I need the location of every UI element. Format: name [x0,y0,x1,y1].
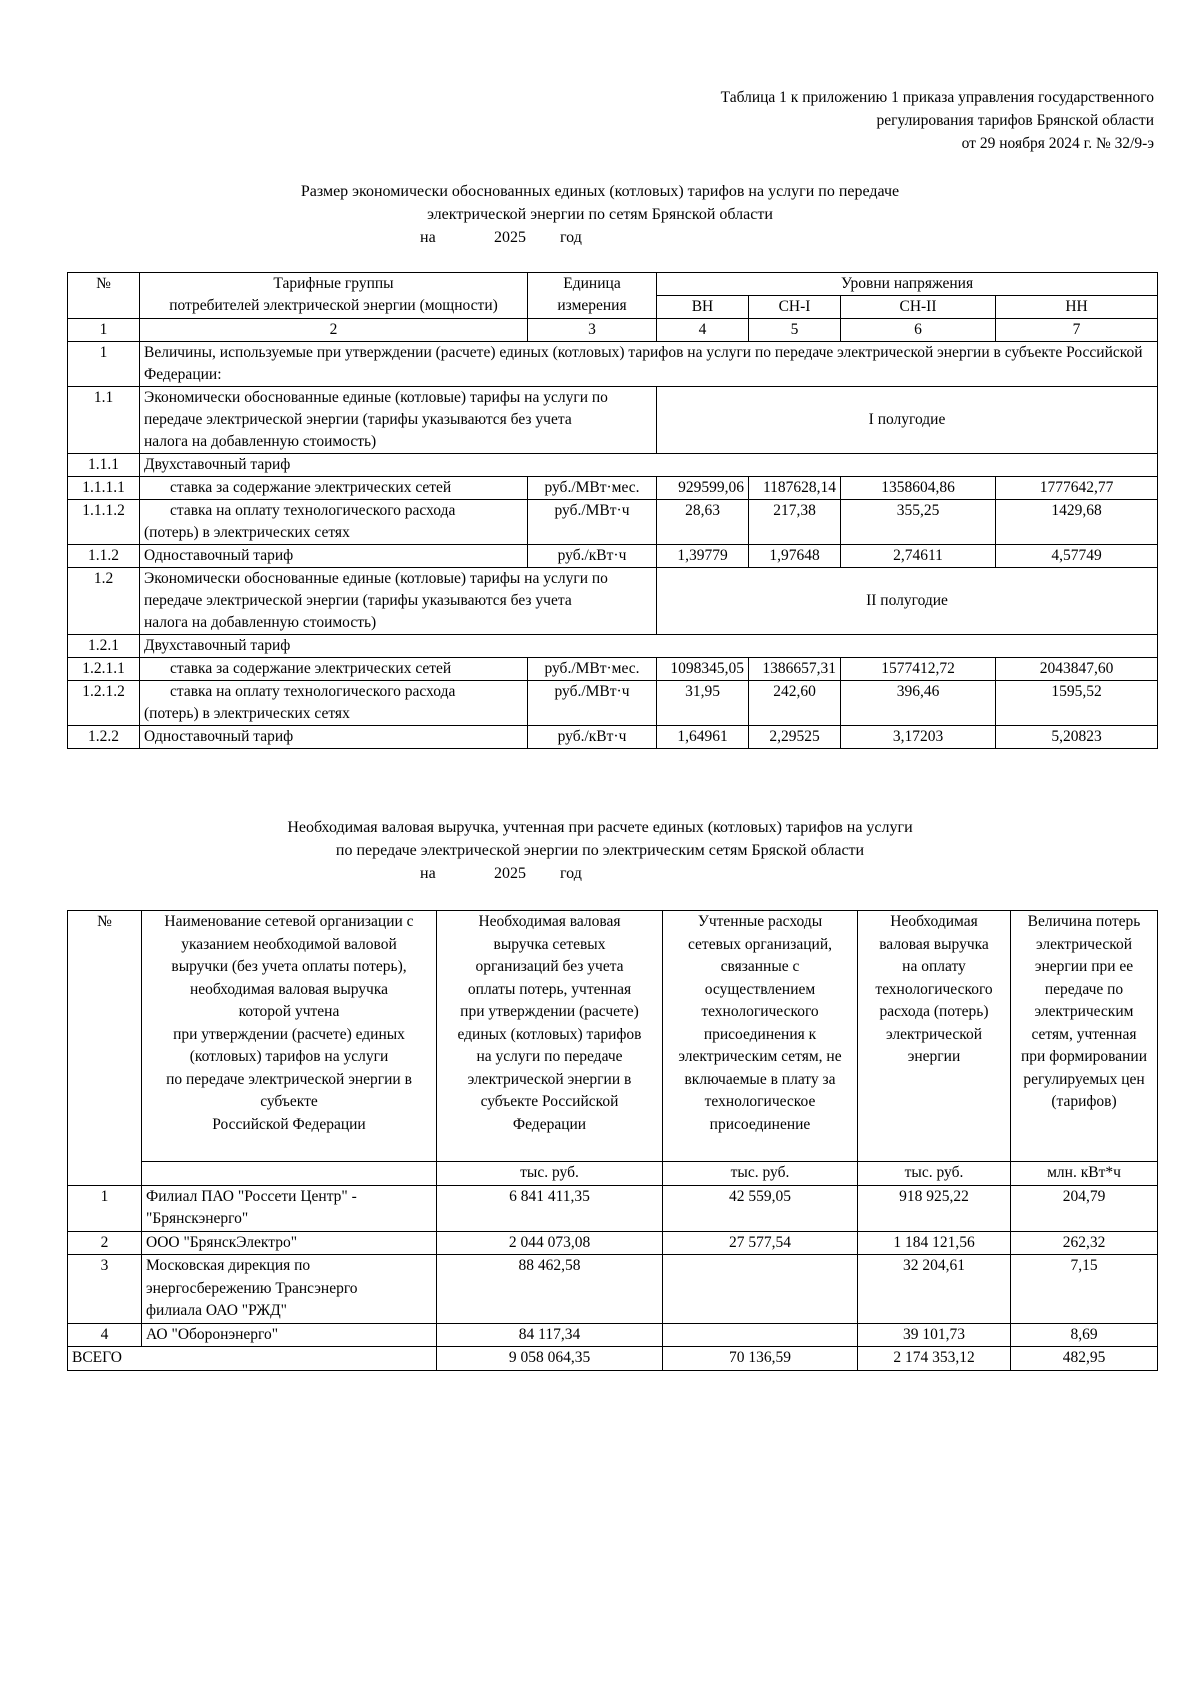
header-line2: регулирования тарифов Брянской области [876,112,1154,129]
year-value: 2025 [494,229,526,246]
table2-title [0,816,1200,885]
value-nvv: 84 117,34 [437,1323,663,1347]
header-nvv [437,911,663,1162]
value-nvv: 88 462,58 [437,1255,663,1324]
value-tp: 42 559,05 [663,1185,858,1231]
value-nn: 1777642,77 [996,477,1158,500]
value-vn: 1,64961 [657,726,749,749]
table1-title [0,180,1200,249]
header-nvv-line: оплаты потерь, учтенная [467,980,632,998]
table-row [68,658,1158,681]
units-empty [142,1162,437,1186]
header-tp-line: технологическое [704,1093,816,1110]
order-header [721,86,1154,155]
row-name: Одноставочный тариф [140,545,528,568]
table-row [68,454,1158,477]
header-loss-cost-line: технологического [875,980,993,998]
colnum: 3 [528,319,657,342]
table-row [68,477,1158,500]
org-name-line: Московская дирекция по [146,1257,311,1274]
year-suffix: год [560,865,582,882]
org-name: АО "Оборонэнерго" [142,1323,437,1347]
row-name-l2: (потерь) в электрических сетях [144,705,350,722]
row-unit: руб./МВт·мес. [528,658,657,681]
header-loss-cost-line: энергии [907,1048,961,1065]
value-sn2: 1577412,72 [841,658,996,681]
value-vn: 1098345,05 [657,658,749,681]
header-org-line: при утверждении (расчете) единых [173,1025,405,1043]
value-loss-volume: 7,15 [1011,1255,1158,1324]
row-name [140,681,528,726]
header-loss-vol-line: регулируемых цен [1023,1070,1145,1088]
header-nvv-line: на услуги по передаче [476,1048,623,1065]
value-loss-volume: 204,79 [1011,1185,1158,1231]
header-tp-line: сетевых организаций, [687,935,833,953]
header-nvv-line: выручка сетевых [493,935,606,953]
row-num: 1.1.1 [68,454,140,477]
org-name-line: филиала ОАО "РЖД" [146,1302,287,1319]
header-line3: от 29 ноября 2024 г. № 32/9-э [961,135,1154,152]
header-tp-line: осуществлением [704,980,816,998]
org-name-line: "Брянскэнерго" [146,1210,249,1227]
table-header-row [68,911,1158,1162]
header-loss-vol-line: электрической [1035,935,1133,953]
header-vn: ВН [657,296,749,319]
colnum: 2 [140,319,528,342]
header-org-line: (котловых) тарифов на услуги [189,1048,389,1065]
header-loss-vol-line: (тарифов) [1051,1093,1117,1110]
row-num: 3 [68,1255,142,1324]
row-num: 1.2.1 [68,635,140,658]
header-org-line: Российской Федерации [212,1115,366,1133]
row-name: Двухставочный тариф [140,454,1158,477]
table1-year-line [420,226,600,249]
value-tp: 27 577,54 [663,1231,858,1255]
value-sn1: 1386657,31 [749,658,841,681]
value-sn2: 355,25 [841,500,996,545]
header-sn2: СН-II [841,296,996,319]
revenue-table [67,910,1158,1371]
value-sn1: 242,60 [749,681,841,726]
value-tp [663,1255,858,1324]
header-tp-line: Учтенные расходы [697,913,823,930]
value-tp [663,1323,858,1347]
value-sn1: 1,97648 [749,545,841,568]
table-row [68,1323,1158,1347]
value-vn: 28,63 [657,500,749,545]
header-nvv-line: Необходимая валовая [478,913,621,930]
section-row [68,342,1158,387]
table-row [68,1255,1158,1324]
period-label: I полугодие [657,387,1158,454]
value-loss-volume: 8,69 [1011,1323,1158,1347]
value-sn2: 2,74611 [841,545,996,568]
value-loss-cost: 1 184 121,56 [858,1231,1011,1255]
org-name [142,1185,437,1231]
header-tp-line: электрическим сетям, не [678,1048,842,1065]
header-groups-l1: Тарифные группы [273,275,394,292]
colnum: 7 [996,319,1158,342]
header-loss-vol-line: Величина потерь [1027,913,1141,930]
row-num: 1.1.1.2 [68,500,140,545]
heading-text [140,568,657,635]
heading-text [140,387,657,454]
value-loss-cost: 918 925,22 [858,1185,1011,1231]
row-name: Одноставочный тариф [140,726,528,749]
header-org-line: Наименование сетевой организации с [164,913,414,930]
table-row [68,500,1158,545]
header-num: № [68,273,140,319]
header-line1: Таблица 1 к приложению 1 приказа управления государственного [720,89,1154,106]
row-unit: руб./МВт·мес. [528,477,657,500]
row-unit: руб./МВт·ч [528,681,657,726]
total-tp: 70 136,59 [663,1347,858,1371]
table2-year-line [420,862,600,885]
total-row [68,1347,1158,1371]
heading-text-body: Экономически обоснованные единые (котловые) тарифы на услуги по передаче электрической энергии (тарифы указываются без учета налога на добавленную стоимость) [144,570,608,631]
table1-title-line1: Размер экономически обоснованных единых (котловых) тарифов на услуги по передаче [300,183,900,200]
header-tp-line: включаемые в плату за [684,1070,836,1088]
header-tp-line: технологического [701,1003,819,1020]
table-row [68,726,1158,749]
heading-text-body: Экономически обоснованные единые (котловые) тарифы на услуги по передаче электрической энергии (тарифы указываются без учета налога на добавленную стоимость) [144,389,608,450]
header-sn1: СН-I [749,296,841,319]
table-row [68,635,1158,658]
value-vn: 31,95 [657,681,749,726]
value-loss-cost: 32 204,61 [858,1255,1011,1324]
value-vn: 1,39779 [657,545,749,568]
header-loss-cost-line: электрической [885,1025,983,1043]
row-num: 1 [68,342,140,387]
header-unit-l2: измерения [557,297,627,314]
value-sn1: 2,29525 [749,726,841,749]
row-name: ставка за содержание электрических сетей [140,477,528,500]
header-nvv-line: субъекте Российской [480,1093,619,1110]
header-loss-cost-line: расхода (потерь) [879,1003,989,1020]
header-tp-line: присоединения к [703,1025,817,1043]
value-nn: 4,57749 [996,545,1158,568]
period-label: II полугодие [657,568,1158,635]
row-num: 1.2 [68,568,140,635]
value-nn: 1595,52 [996,681,1158,726]
header-org-line: по передаче электрической энергии в [166,1070,412,1088]
unit-tp: тыс. руб. [663,1162,858,1186]
header-groups-l2: потребителей электрической энергии (мощности) [169,297,498,314]
header-org-line: субъекте [260,1093,318,1110]
row-num: 4 [68,1323,142,1347]
row-num: 1.2.1.1 [68,658,140,681]
row-unit: руб./МВт·ч [528,500,657,545]
header-loss-vol-line: энергии при ее [1034,958,1134,975]
value-nn: 1429,68 [996,500,1158,545]
row-name-l2: (потерь) в электрических сетях [144,524,350,541]
table-row [68,1231,1158,1255]
row-name-l1: ставка на оплату технологического расхода [170,502,456,519]
header-unit [528,273,657,319]
row-name: ставка за содержание электрических сетей [140,658,528,681]
header-loss-cost-line: валовая выручка [879,935,989,953]
header-nvv-line: единых (котловых) тарифов [457,1025,642,1043]
year-value: 2025 [494,865,526,882]
colnum: 5 [749,319,841,342]
header-loss-cost-line: на оплату [902,958,966,975]
table-row [68,681,1158,726]
header-tp-line: связанные с [720,958,800,975]
row-name-l1: ставка на оплату технологического расхода [170,683,456,700]
value-sn1: 217,38 [749,500,841,545]
header-unit-l1: Единица [563,275,621,292]
value-sn2: 1358604,86 [841,477,996,500]
row-num: 2 [68,1231,142,1255]
units-empty [68,1162,142,1186]
row-num: 1 [68,1185,142,1231]
value-nn: 5,20823 [996,726,1158,749]
table1-title-line2: электрической энергии по сетям Брянской области [427,206,773,223]
header-loss-vol-line: сетям, учтенная [1031,1025,1137,1043]
table-row [68,1185,1158,1231]
header-tp-line: присоединение [709,1115,811,1133]
section-text: Величины, используемые при утверждении (расчете) единых (котловых) тарифов на услуги по передаче электрической энергии в субъекте Российской Федерации: [140,342,1158,387]
header-num: № [68,911,142,1162]
value-sn2: 3,17203 [841,726,996,749]
header-nvv-line: Федерации [512,1115,587,1133]
value-nvv: 6 841 411,35 [437,1185,663,1231]
row-num: 1.2.1.2 [68,681,140,726]
header-groups [140,273,528,319]
row-num: 1.1 [68,387,140,454]
header-tp-costs [663,911,858,1162]
row-name [140,500,528,545]
org-name [142,1255,437,1324]
total-nvv: 9 058 064,35 [437,1347,663,1371]
row-num: 1.1.1.1 [68,477,140,500]
units-row [68,1162,1158,1186]
tariff-table [67,272,1158,749]
table2-title-line1: Необходимая валовая выручка, учтенная при расчете единых (котловых) тарифов на услуги [287,819,913,836]
header-nn: НН [996,296,1158,319]
year-suffix: год [560,229,582,246]
table-header-row [68,273,1158,296]
header-loss-vol-line: передаче по [1044,980,1124,998]
header-org [142,911,437,1162]
org-name-line: энергосбережению Трансэнерго [146,1279,358,1297]
row-unit: руб./кВт·ч [528,726,657,749]
unit-loss-cost: тыс. руб. [858,1162,1011,1186]
row-num: 1.1.2 [68,545,140,568]
value-loss-volume: 262,32 [1011,1231,1158,1255]
value-sn2: 396,46 [841,681,996,726]
header-org-line: которой учтена [238,1003,340,1020]
unit-loss-volume: млн. кВт*ч [1011,1162,1158,1186]
header-loss-vol-line: электрическим [1034,1003,1134,1020]
header-loss-vol-line: при формировании [1020,1048,1147,1065]
header-voltage-levels: Уровни напряжения [657,273,1158,296]
header-loss-cost-line: Необходимая [890,913,978,930]
header-org-line: указанием необходимой валовой [181,935,397,953]
table-row [68,545,1158,568]
header-org-line: необходимая валовая выручка [189,980,389,998]
header-loss-cost [858,911,1011,1162]
org-name: ООО "БрянскЭлектро" [142,1231,437,1255]
row-unit: руб./кВт·ч [528,545,657,568]
half-year-heading-row [68,387,1158,454]
org-name-line: Филиал ПАО "Россети Центр" - [146,1187,357,1205]
colnum: 1 [68,319,140,342]
total-loss-volume: 482,95 [1011,1347,1158,1371]
header-nvv-line: организаций без учета [475,958,624,975]
year-prefix: на [420,229,436,246]
half-year-heading-row [68,568,1158,635]
row-name: Двухставочный тариф [140,635,1158,658]
unit-nvv: тыс. руб. [437,1162,663,1186]
header-org-line: выручки (без учета оплаты потерь), [171,958,407,975]
table2-title-line2: по передаче электрической энергии по электрическим сетям Бряской области [335,842,865,859]
total-loss-cost: 2 174 353,12 [858,1347,1011,1371]
header-nvv-line: электрической энергии в [467,1070,632,1088]
value-sn1: 1187628,14 [749,477,841,500]
header-nvv-line: при утверждении (расчете) [460,1003,639,1020]
row-num: 1.2.2 [68,726,140,749]
colnum: 6 [841,319,996,342]
colnum: 4 [657,319,749,342]
column-number-row [68,319,1158,342]
value-vn: 929599,06 [657,477,749,500]
total-label: ВСЕГО [68,1347,437,1371]
year-prefix: на [420,865,436,882]
value-loss-cost: 39 101,73 [858,1323,1011,1347]
header-loss-volume [1011,911,1158,1162]
value-nn: 2043847,60 [996,658,1158,681]
value-nvv: 2 044 073,08 [437,1231,663,1255]
